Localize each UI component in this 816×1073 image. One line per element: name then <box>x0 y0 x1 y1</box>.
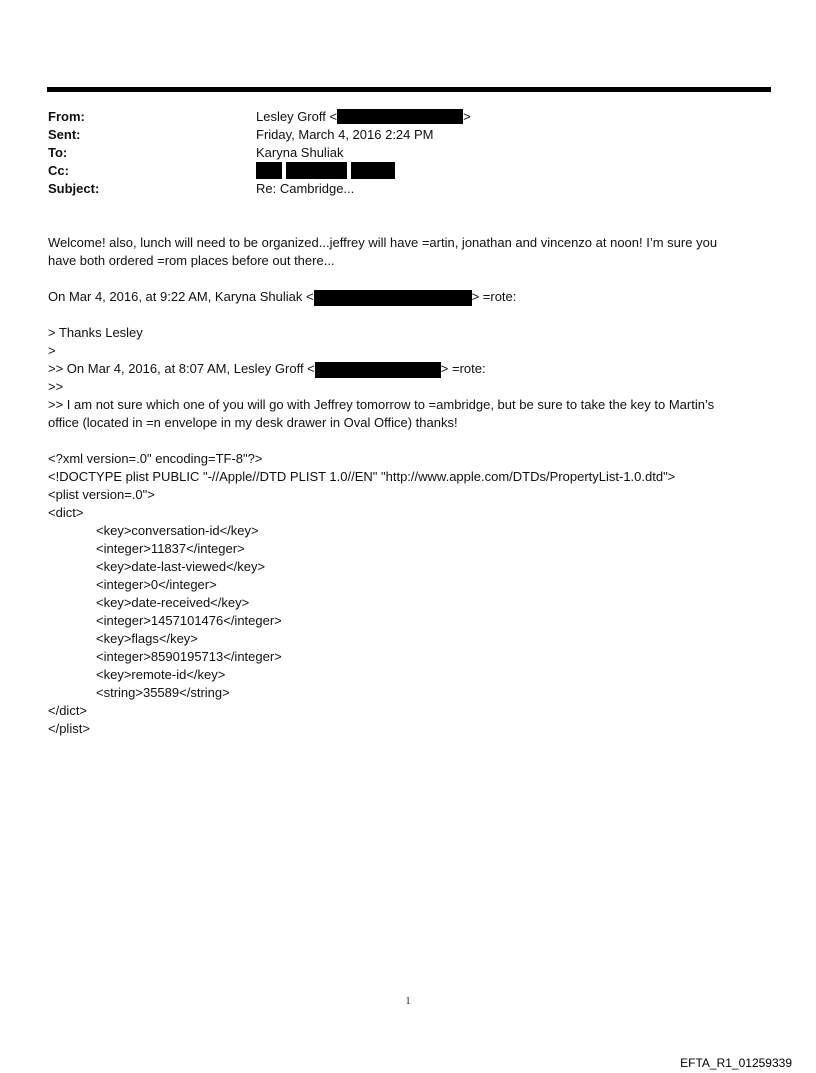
plist-line: <dict> <box>48 505 84 520</box>
body-line: Welcome! also, lunch will need to be organized...jeffrey will have =artin, jonathan and vincenzo at noon! I’m sure you <box>48 235 718 250</box>
subject-value: Re: Cambridge... <box>256 180 355 196</box>
plist-entry: <integer>11837</integer> <box>96 541 245 556</box>
reply-line: office (located in =n envelope in my desk drawer in Oval Office) thanks! <box>48 415 458 430</box>
plist-line: <plist version=.0"> <box>48 487 155 502</box>
to-label: To: <box>48 144 68 160</box>
header-rule <box>47 87 771 92</box>
sent-value: Friday, March 4, 2016 2:24 PM <box>256 126 434 142</box>
from-value <box>256 109 471 124</box>
quote-header-suffix: > =rote: <box>440 361 486 376</box>
plist-entry: <key>conversation-id</key> <box>96 523 259 538</box>
quote-header <box>48 360 763 378</box>
plist-line: </dict> <box>48 703 88 718</box>
cc-row <box>48 161 768 179</box>
redaction-bar <box>315 362 441 378</box>
from-suffix: > <box>463 108 471 124</box>
sent-row <box>48 125 768 143</box>
sent-label: Sent: <box>48 126 81 142</box>
reply-line: >> <box>48 379 64 394</box>
redaction-bar <box>337 109 463 124</box>
from-row <box>48 107 768 125</box>
from-label: From: <box>48 108 85 124</box>
reply-line: >> I am not sure which one of you will go with Jeffrey tomorrow to =ambridge, but be sure to take the key to Martin’s <box>48 397 715 412</box>
quote-header-suffix: > =rote: <box>471 289 517 304</box>
subject-label: Subject: <box>48 180 100 196</box>
redaction-bar <box>256 162 282 179</box>
subject-row <box>48 179 768 197</box>
page-number: 1 <box>405 996 411 1007</box>
cc-label: Cc: <box>48 162 69 178</box>
plist-line: <!DOCTYPE plist PUBLIC "-//Apple//DTD PLIST 1.0//EN" "http://www.apple.com/DTDs/PropertyList-1.0.dtd"> <box>48 469 676 484</box>
plist-entry: <key>remote-id</key> <box>96 667 226 682</box>
reply-line: > Thanks Lesley <box>48 325 143 340</box>
reply-line: > <box>48 343 56 358</box>
redaction-bar <box>351 162 395 179</box>
from-name: Lesley Groff < <box>256 108 338 124</box>
plist-entry: <integer>1457101476</integer> <box>96 613 282 628</box>
plist-entry: <key>flags</key> <box>96 631 198 646</box>
redaction-bar <box>286 162 347 179</box>
email-header <box>48 107 768 197</box>
quote-header-prefix: >> On Mar 4, 2016, at 8:07 AM, Lesley Groff < <box>48 361 315 376</box>
document-id: EFTA_R1_01259339 <box>680 1056 792 1070</box>
plist-entry: <key>date-last-viewed</key> <box>96 559 266 574</box>
plist-entry: <integer>8590195713</integer> <box>96 649 282 664</box>
plist-line: </plist> <box>48 721 90 736</box>
to-value: Karyna Shuliak <box>256 144 344 160</box>
plist-entry: <string>35589</string> <box>96 685 230 700</box>
email-body <box>48 234 763 738</box>
to-row <box>48 143 768 161</box>
quote-header-prefix: On Mar 4, 2016, at 9:22 AM, Karyna Shuliak < <box>48 289 314 304</box>
cc-value <box>256 162 395 179</box>
plist-line: <?xml version=.0" encoding=TF-8"?> <box>48 451 263 466</box>
redaction-bar <box>314 290 472 306</box>
plist-entry: <key>date-received</key> <box>96 595 250 610</box>
plist-entry: <integer>0</integer> <box>96 577 217 592</box>
quote-header <box>48 288 763 306</box>
body-line: have both ordered =rom places before out there... <box>48 253 335 268</box>
